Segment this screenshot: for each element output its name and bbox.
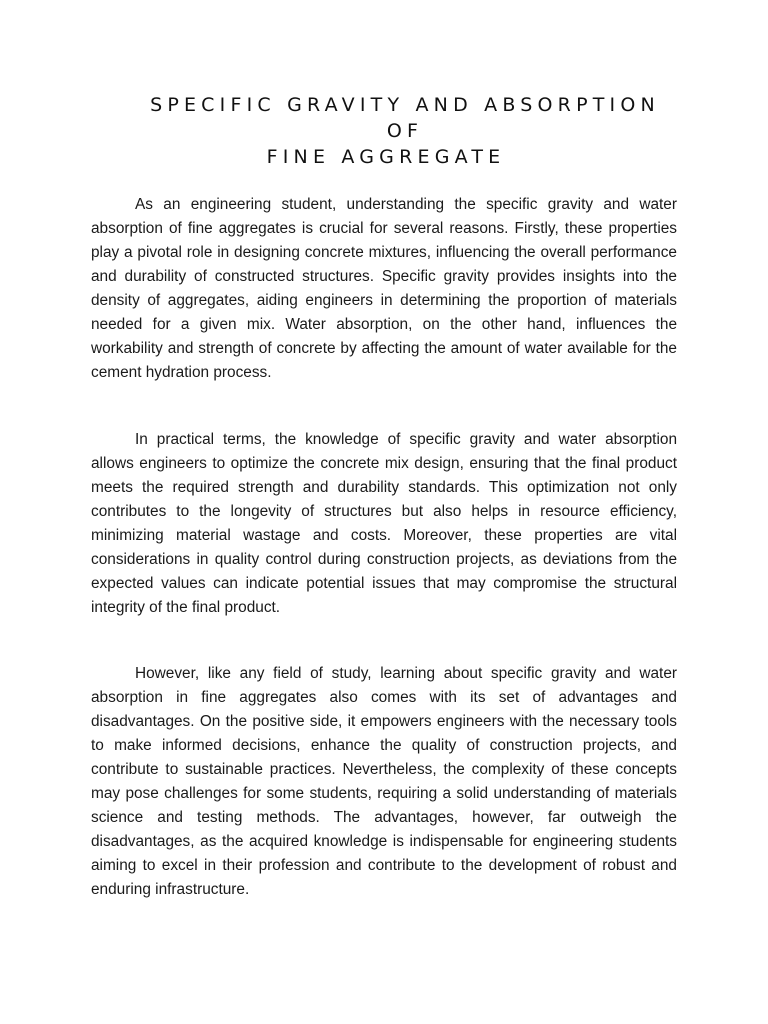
paragraph-2: In practical terms, the knowledge of specific gravity and water absorption allows engineers to optimize the concrete mix design, ensuring that the final product meets the required strength and durability standards. This optimization not only contributes to the longevity of structures but also helps in resource efficiency, minimizing material wastage and costs. Moreover, these properties are vital considerations in quality control during construction projects, as deviations from the expected values can indicate potential issues that may compromise the structural integrity of the final product. [91, 431, 677, 616]
document-title [92, 92, 676, 170]
title-line-1: SPECIFIC GRAVITY AND ABSORPTION OF [150, 94, 660, 142]
title-line-2: FINE AGGREGATE [266, 146, 506, 168]
paragraph-3: However, like any field of study, learning about specific gravity and water absorption in fine aggregates also comes with its set of advantages and disadvantages. On the positive side, it empowers engineers with the necessary tools to make informed decisions, enhance the quality of construction projects, and contribute to sustainable practices. Nevertheless, the complexity of these concepts may pose challenges for some students, requiring a solid understanding of materials science and testing methods. The advantages, however, far outweigh the disadvantages, as the acquired knowledge is indispensable for engineering students aiming to excel in their profession and contribute to the development of robust and enduring infrastructure. [91, 665, 677, 898]
paragraph-1: As an engineering student, understanding the specific gravity and water absorption of fine aggregates is crucial for several reasons. Firstly, these properties play a pivotal role in designing concrete mixtures, influencing the overall performance and durability of constructed structures. Specific gravity provides insights into the density of aggregates, aiding engineers in determining the proportion of materials needed for a given mix. Water absorption, on the other hand, influences the workability and strength of concrete by affecting the amount of water available for the cement hydration process. [91, 196, 677, 381]
